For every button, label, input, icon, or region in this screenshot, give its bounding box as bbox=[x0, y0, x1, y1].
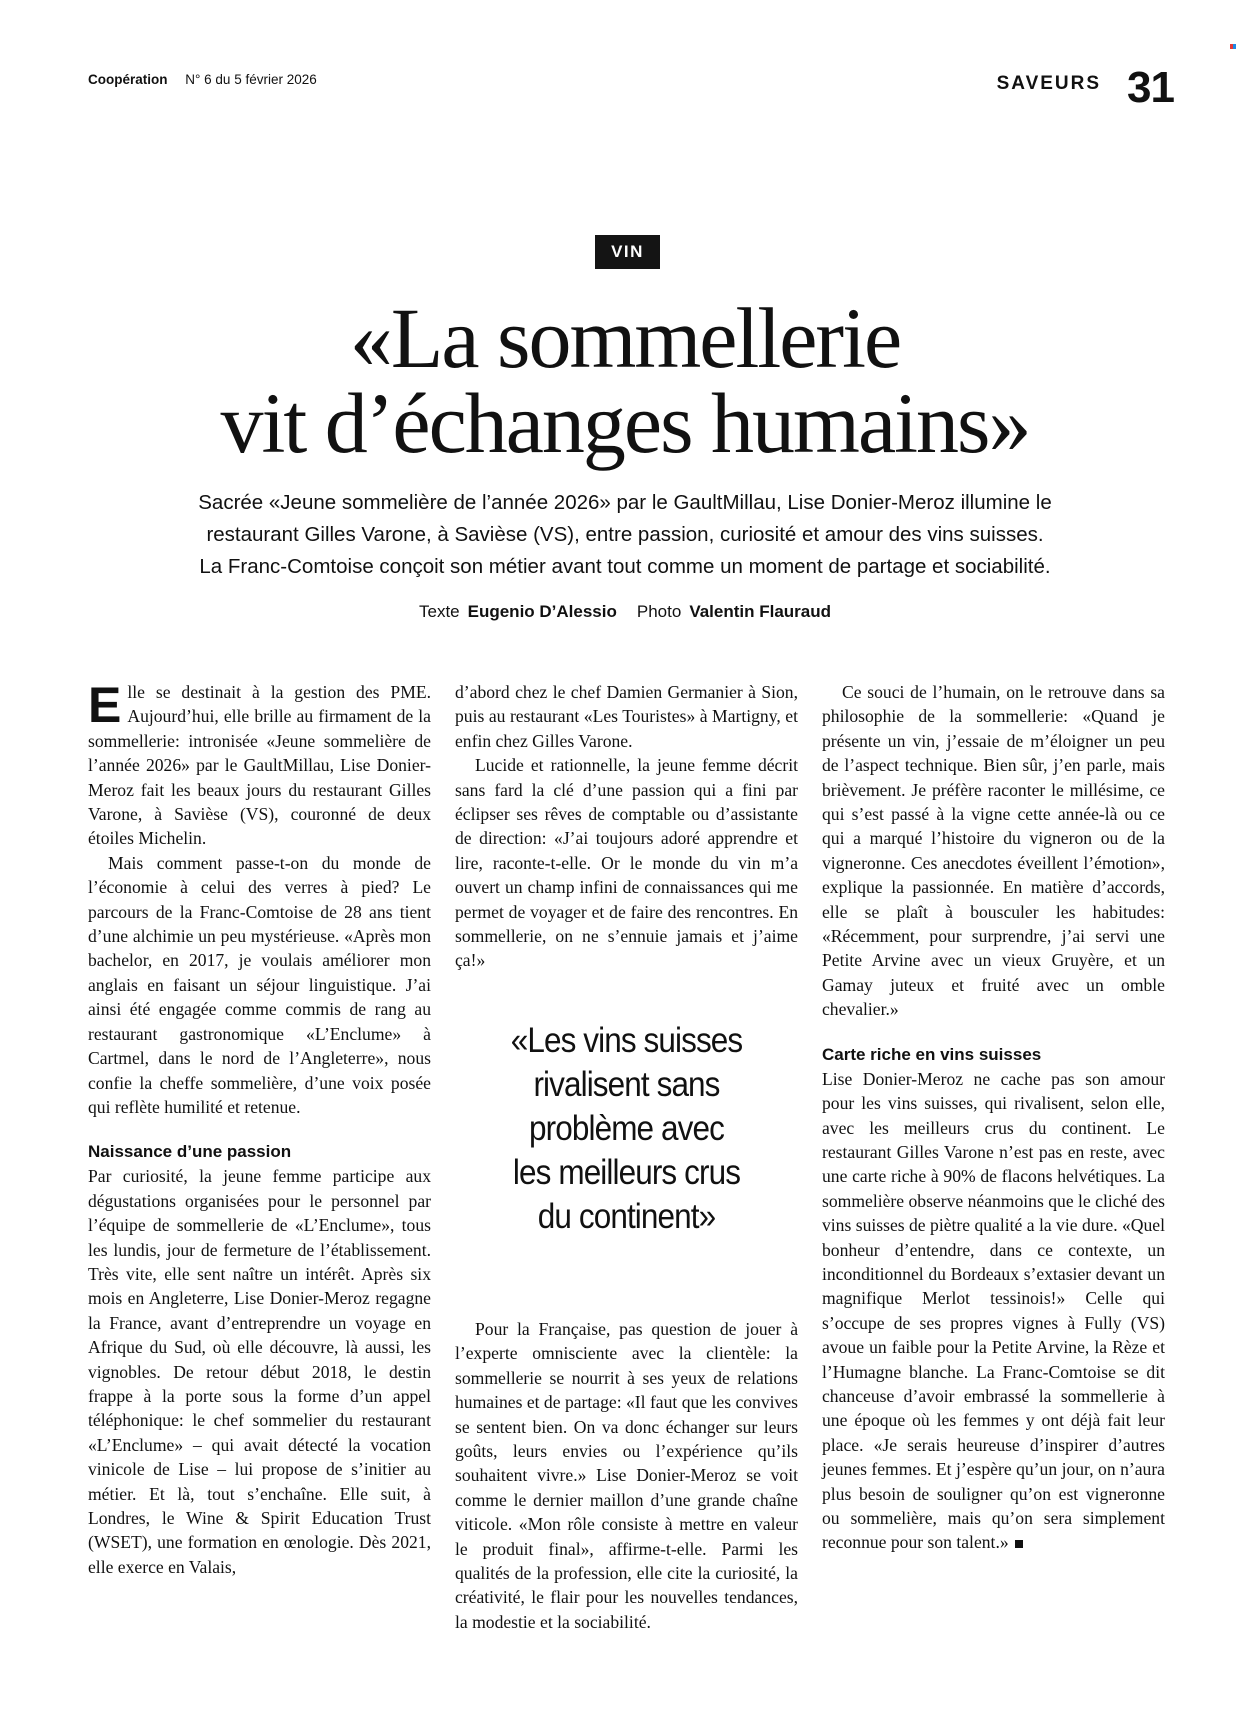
article-column-3 bbox=[822, 680, 1165, 1555]
body-paragraph bbox=[88, 677, 431, 851]
subheading: Naissance d’une passion bbox=[88, 1142, 292, 1162]
lead-line-3: La Franc-Comtoise conçoit son métier avant tout comme un moment de partage et sociabilité. bbox=[199, 555, 1051, 578]
color-registration-mark bbox=[1230, 36, 1236, 41]
pull-quote-line: «Les vins suisses bbox=[510, 1020, 743, 1060]
pull-quote-line: les meilleurs crus bbox=[512, 1152, 741, 1192]
paragraph-text: lle se destinait à la gestion des PME. Aujourd’hui, elle brille au firmament de la sommellerie: intronisée «Jeune sommelière de l’année 2026» par le GaultMillau, Lise Donier-Meroz fait les beaux jours du restaurant Gilles Varone, à Savièse (VS), couronné de deux étoiles Michelin. bbox=[88, 682, 431, 849]
body-paragraph: d’abord chez le chef Damien Germanier à Sion, puis au restaurant «Les Touristes» à Martigny, et enfin chez Gilles Varone. bbox=[455, 682, 798, 751]
byline-photographer: Valentin Flauraud bbox=[689, 602, 832, 621]
body-paragraph: Pour la Française, pas question de jouer à l’experte omnisciente avec la clientèle: la sommellerie se nourrit à ses yeux de relations humaines et de partage: «Il faut que les convives se sentent bien. On va donc échanger sur leurs goûts, leurs envies ou l’expérience qu’ils souhaitent vivre.» Lise Donier-Meroz se voit comme le dernier maillon d’une grande chaîne viticole. «Mon rôle consiste à mettre en valeur le produit final», affirme-t-elle. Parmi les qualités de la profession, elle cite la curiosité, la créativité, le flair pour les nouvelles tendances, la modestie et la sociabilité. bbox=[455, 1318, 798, 1632]
body-paragraph: Lucide et rationnelle, la jeune femme décrit sans fard la clé d’une passion qui a fini par éclipser ses rêves de comptable ou d’assistante de direction: «J’ai toujours adoré apprendre et lire, raconte-t-elle. Or le monde du vin m’a ouvert un champ infini de connaissances qui me permet de voyager et de faire des rencontres. En sommellerie, on ne s’ennuie jamais et j’aime ça!» bbox=[455, 755, 798, 971]
headline-line-2: vit d’échanges humains» bbox=[220, 375, 1030, 471]
body-paragraph: Ce souci de l’humain, on le retrouve dans sa philosophie de la sommellerie: «Quand je présente un vin, j’essaie de m’éloigner un peu de l’aspect technique. Bien sûr, j’en parle, mais brièvement. Je préfère raconter le millésime, ce qui s’est passé à la vigne cette année-là ou ce qui a marqué l’histoire du vigneron ou de la vigneronne. Ces anecdotes éveillent l’émotion», explique la passionnée. En matière d’accords, elle se plaît à bousculer les habitudes: «Récemment, pour surprendre, j’ai servi une Petite Arvine avec un vieux Gruyère, et un Gamay juteux et fruité avec un omble chevalier.» bbox=[822, 682, 1165, 1020]
pull-quote-line: rivalisent sans bbox=[533, 1064, 720, 1104]
body-paragraph: Par curiosité, la jeune femme participe aux dégustations organisées pour le personnel par l’équipe de sommellerie de «L’Enclume», tous les lundis, jour de fermeture de l’établissement. Très vite, elle sent naître un intérêt. Après six mois en Angleterre, Lise Donier-Meroz regagne la France, avant d’entreprendre un voyage en Afrique du Sud, où elle découvre, là aussi, les vignobles. De retour début 2018, le destin frappe à la porte sous la forme d’un appel téléphonique: le chef sommelier du restaurant «L’Enclume» – qui avait détecté la vocation vinicole de Lise – lui propose de s’initier au métier. Et là, tout s’enchaîne. Elle suit, à Londres, le Wine & Spirit Education Trust (WSET), une formation en œnologie. Dès 2021, elle exerce en Valais, bbox=[88, 1166, 431, 1577]
issue-info: N° 6 du 5 février 2026 bbox=[185, 72, 317, 87]
pull-quote-line: problème avec bbox=[529, 1108, 724, 1148]
publication-name: Coopération bbox=[88, 72, 168, 87]
headline-line-1: «La sommellerie bbox=[349, 290, 901, 386]
page-header-left bbox=[88, 72, 317, 87]
paragraph-text: Lise Donier-Meroz ne cache pas son amour pour les vins suisses, qui rivalisent, selon elle, avec les meilleurs crus du continent. Le restaurant Gilles Varone n’est pas en reste, avec une carte riche à 90% de flacons helvétiques. La sommelière observe néanmoins que le cliché des vins suisses de piètre qualité a la vie dure. «Quel bonheur d’entendre, dans ce contexte, un inconditionnel du Bordeaux s’extasier devant un magnifique Merlot tessinois!» Celle qui s’occupe de ses propres vignes à Fully (VS) avoue un faible pour la Petite Arvine, la Rèze et l’Humagne blanche. La Franc-Comtoise se dit chanceuse d’avoir embrassé la sommellerie à une époque où les femmes y ont déjà fait leur place. «Je serais heureuse d’inspirer d’autres jeunes femmes. Et j’espère qu’un jour, on n’aura plus besoin de souligner qu’on est vigneronne ou sommelière, mais qu’on sera simplement reconnue pour son talent.» bbox=[822, 1068, 1165, 1553]
body-paragraph: Mais comment passe-t-on du monde de l’économie à celui des verres à pied? Le parcours de la Franc-Comtoise de 28 ans tient d’une alchimie un peu mystérieuse. «Après mon bachelor, en 2017, je voulais améliorer mon anglais en faisant un séjour linguistique. J’ai ainsi été engagée comme commis de rang au restaurant gastronomique «L’Enclume» à Cartmel, dans le nord de l’Angleterre», nous confie la cheffe sommelière, d’une voix posée qui reflète humilité et retenue. bbox=[88, 852, 431, 1117]
article-column-2 bbox=[455, 680, 798, 1634]
end-of-article-square-icon bbox=[1015, 1540, 1023, 1548]
section-title: SAVEURS bbox=[996, 73, 1102, 94]
pull-quote-line: du continent» bbox=[537, 1196, 716, 1236]
category-tag: VIN bbox=[595, 235, 660, 269]
drop-cap: E bbox=[88, 677, 122, 733]
lead-line-2: restaurant Gilles Varone, à Savièse (VS), entre passion, curiosité et amour des vins suisses. bbox=[206, 523, 1044, 546]
byline-author: Eugenio D’Alessio bbox=[467, 602, 617, 621]
byline-text-label: Texte bbox=[418, 602, 460, 621]
page-number: 31 bbox=[1127, 63, 1174, 112]
subheading: Carte riche en vins suisses bbox=[822, 1044, 1042, 1064]
pull-quote bbox=[472, 1019, 781, 1239]
byline-photo-label: Photo bbox=[636, 602, 682, 621]
body-paragraph bbox=[822, 1067, 1165, 1555]
page-header-right bbox=[996, 63, 1174, 112]
article-column-1 bbox=[88, 677, 431, 1579]
byline bbox=[60, 602, 1190, 622]
lead-line-1: Sacrée «Jeune sommelière de l’année 2026» par le GaultMillau, Lise Donier-Meroz illumine le bbox=[198, 491, 1052, 514]
